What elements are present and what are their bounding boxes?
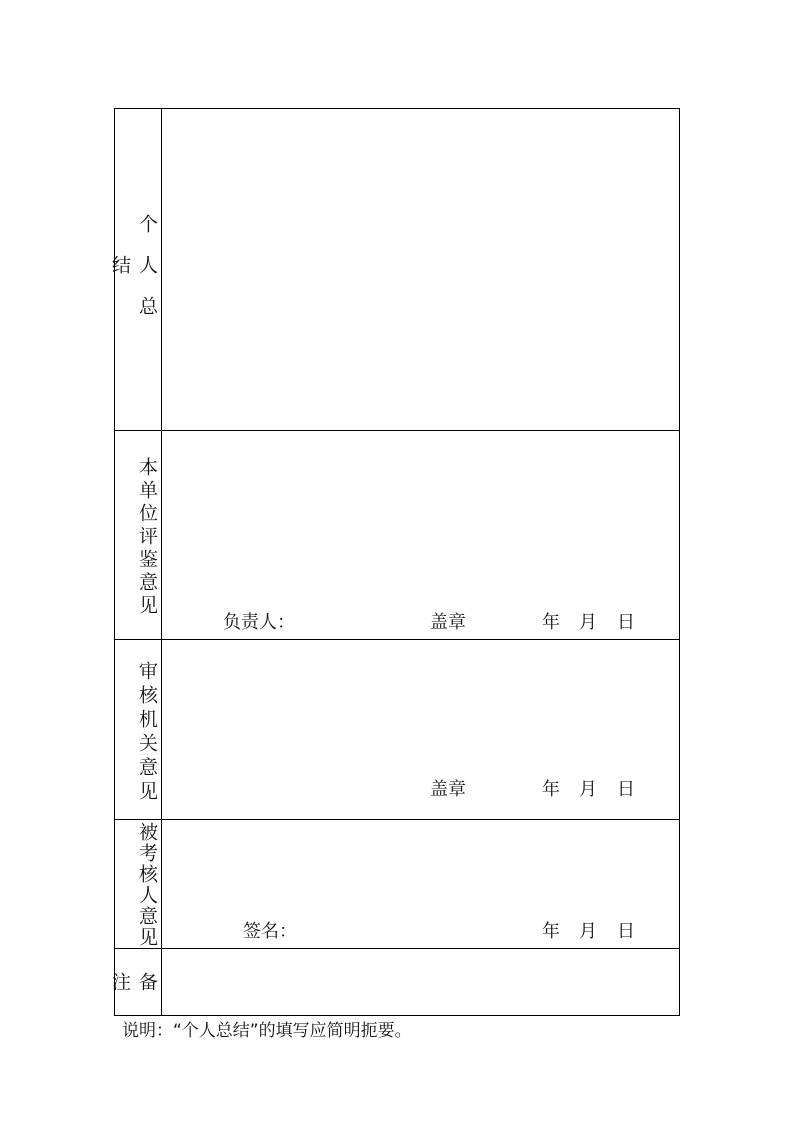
label-cell-assessee-opinion [115, 820, 162, 949]
review-authority-field[interactable] [162, 640, 679, 820]
seal-label: 盖章 [430, 612, 466, 633]
unit-evaluation-field[interactable] [162, 431, 679, 640]
year-label: 年 [542, 612, 560, 633]
label-cell-unit-evaluation [115, 431, 162, 640]
label-cell-remarks [109, 949, 162, 1016]
label-remarks: 备注 [109, 971, 158, 1003]
day-label: 日 [617, 779, 635, 800]
year-label: 年 [542, 921, 560, 942]
row-personal-summary [109, 109, 679, 430]
responsible-person-label: 负责人： [223, 612, 295, 633]
row-remarks [109, 948, 679, 1016]
day-label: 日 [617, 612, 635, 633]
label-unit-evaluation: 本单位评鉴意见 [136, 457, 158, 618]
assessee-opinion-field[interactable] [162, 820, 679, 949]
personal-summary-field[interactable] [162, 109, 679, 430]
assessment-form [109, 108, 680, 1016]
label-assessee-opinion: 被考核人意见 [136, 822, 158, 948]
month-label: 月 [579, 612, 597, 633]
signature-label: 签名： [243, 921, 297, 942]
instruction-note: 说明：“个人总结”的填写应简明扼要。 [122, 1021, 412, 1041]
row-review-authority [115, 639, 679, 820]
month-label: 月 [579, 779, 597, 800]
remarks-field[interactable] [162, 949, 679, 1016]
row-assessee-opinion [115, 819, 679, 949]
label-review-authority: 审核机关意见 [136, 661, 158, 805]
label-cell-review-authority [115, 640, 162, 820]
year-label: 年 [542, 779, 560, 800]
month-label: 月 [579, 921, 597, 942]
day-label: 日 [617, 921, 635, 942]
seal-label: 盖章 [430, 779, 466, 800]
row-unit-evaluation [115, 430, 679, 640]
label-cell-personal-summary [109, 109, 162, 430]
label-personal-summary: 个人总结 [109, 213, 158, 337]
